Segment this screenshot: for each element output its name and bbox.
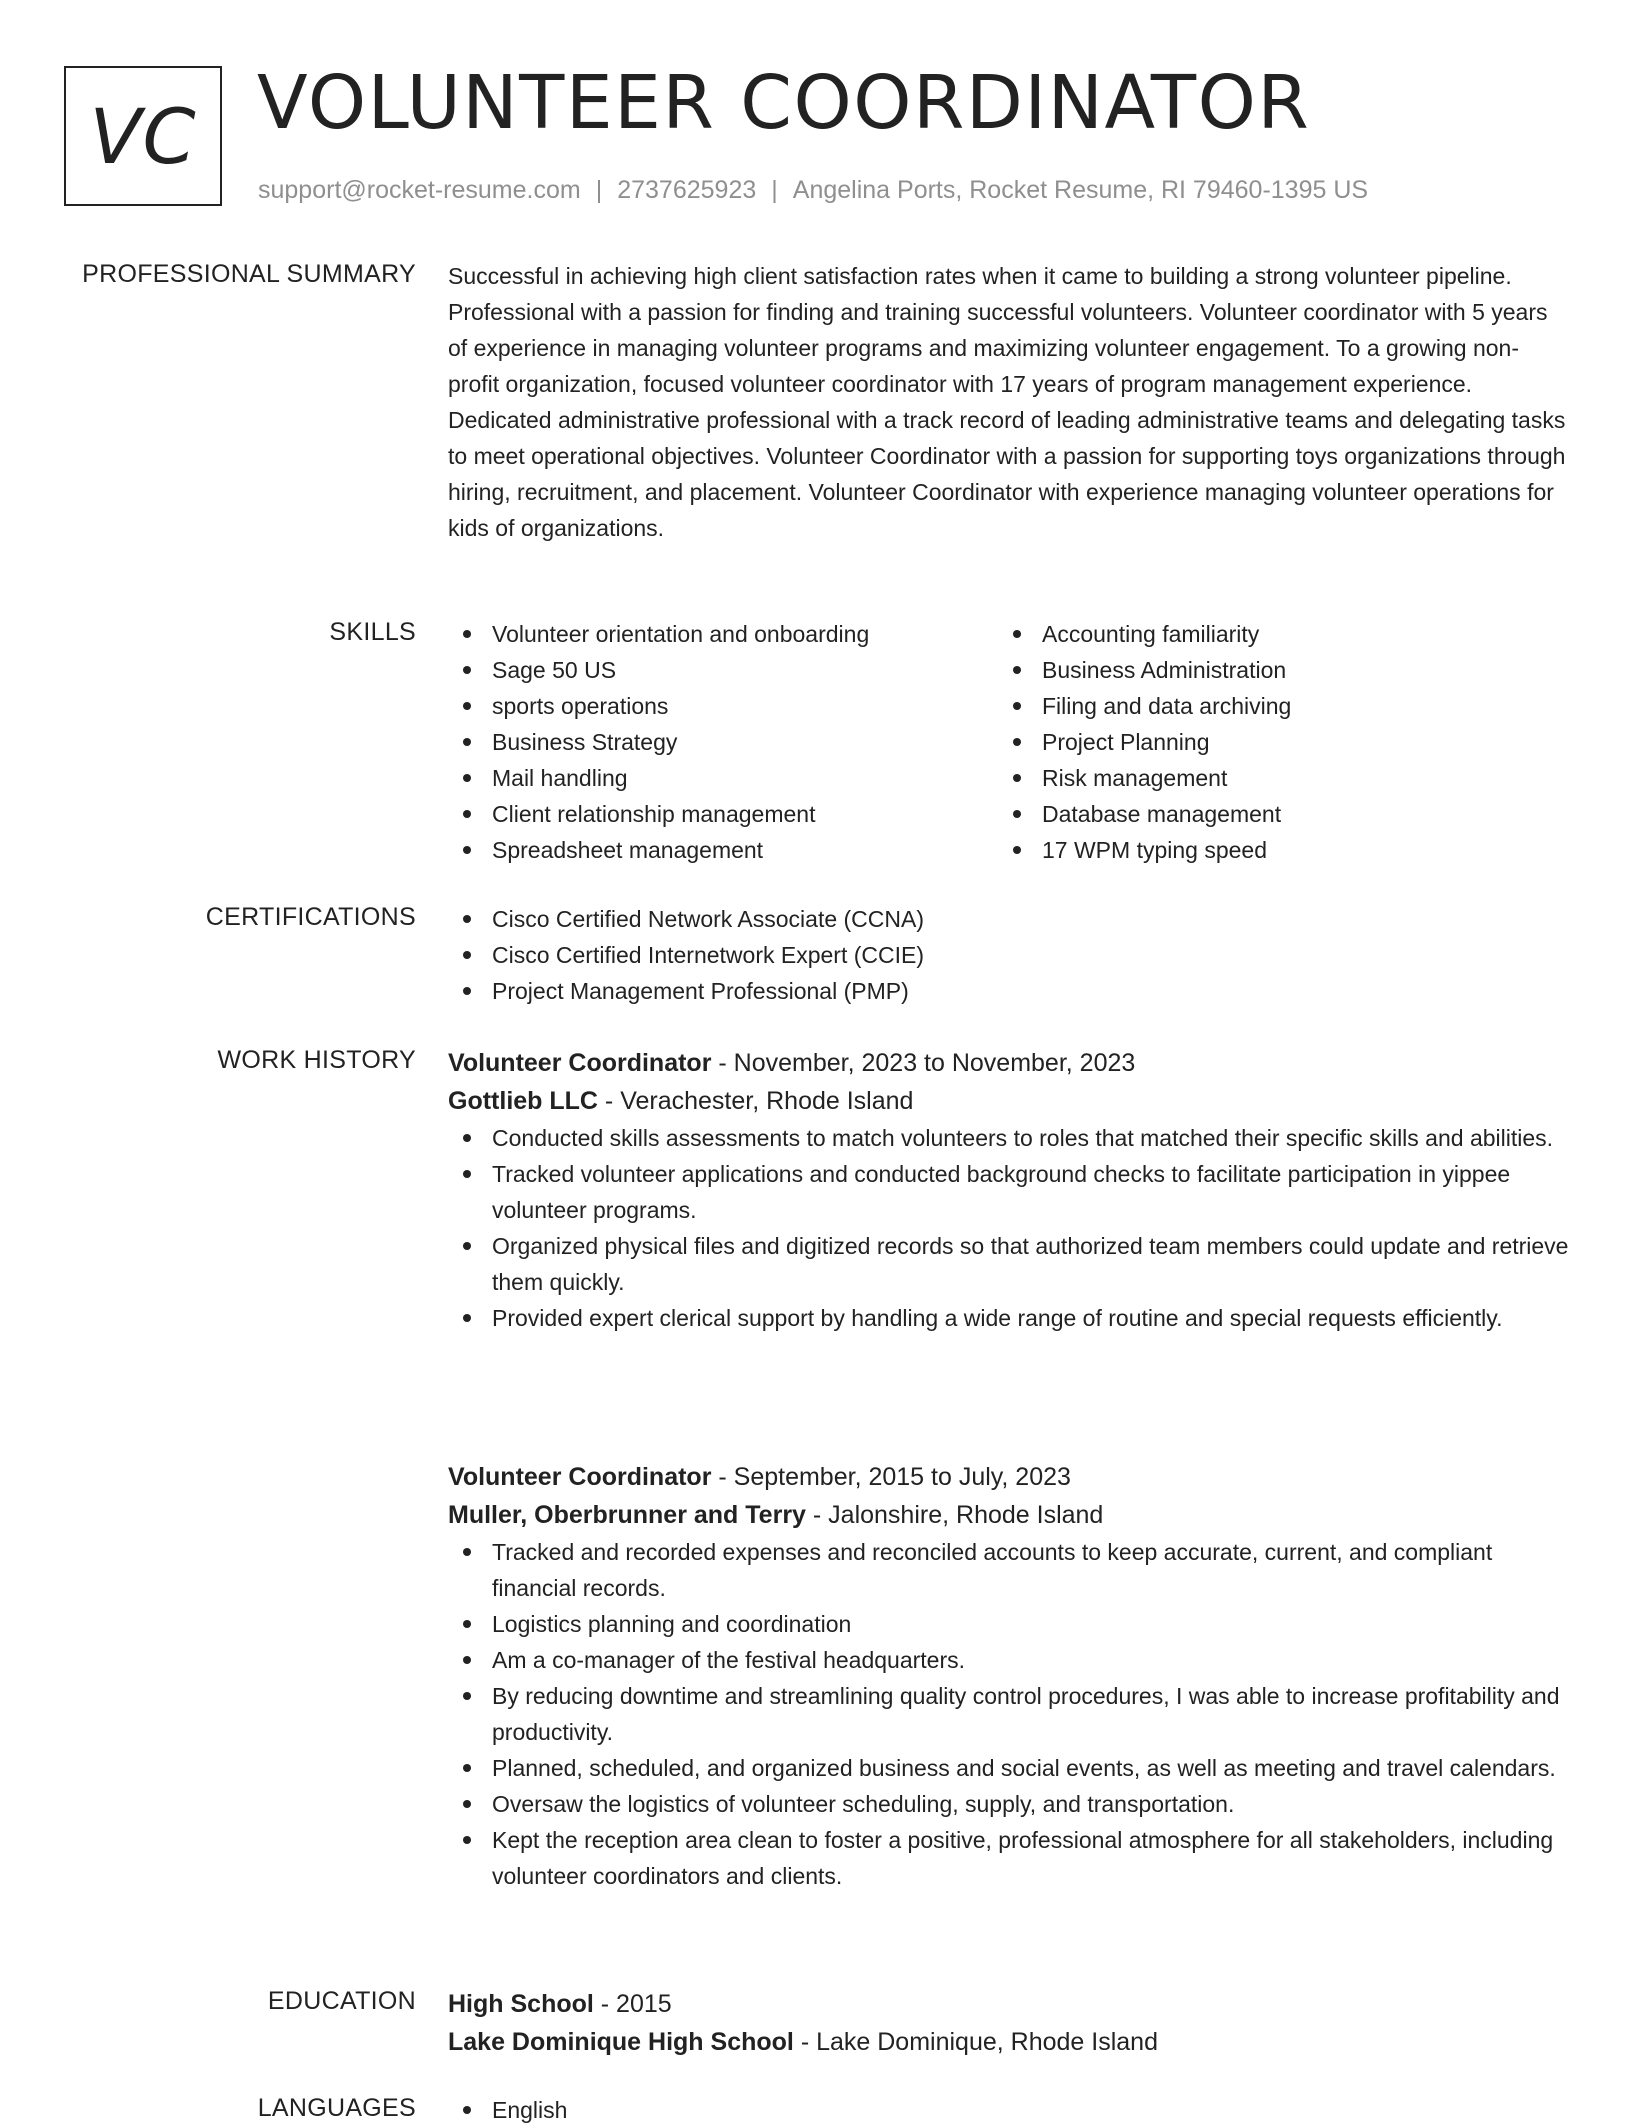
job-bullet: Oversaw the logistics of volunteer scheduling, supply, and transportation. bbox=[448, 1786, 1570, 1822]
candidate-title: VOLUNTEER COORDINATOR bbox=[257, 60, 1311, 146]
job-title: Volunteer Coordinator bbox=[448, 1049, 712, 1077]
job-bullet: By reducing downtime and streamlining quality control procedures, I was able to increase profitability and productivity. bbox=[448, 1678, 1570, 1750]
monogram-text: VC bbox=[89, 91, 197, 181]
skills-list-right bbox=[998, 616, 1548, 868]
job-bullet: Kept the reception area clean to foster a positive, professional atmosphere for all stakeholders, including volunteer coordinators and clients. bbox=[448, 1822, 1570, 1894]
job-company-line bbox=[448, 1082, 1570, 1120]
separator: | bbox=[771, 176, 778, 204]
phone-text: 2737625923 bbox=[617, 176, 757, 204]
languages-list bbox=[448, 2092, 1570, 2128]
job-dates: - September, 2015 to July, 2023 bbox=[711, 1463, 1071, 1491]
education-degree: High School bbox=[448, 1990, 594, 2018]
skill-item: Client relationship management bbox=[448, 796, 998, 832]
language-item: English bbox=[448, 2092, 1570, 2128]
job-bullet: Organized physical files and digitized records so that authorized team members could update and retrieve them quickly. bbox=[448, 1228, 1570, 1300]
job-bullets bbox=[448, 1120, 1570, 1336]
skills-list-left bbox=[448, 616, 998, 868]
education-school: Lake Dominique High School bbox=[448, 2028, 794, 2056]
job-location: - Verachester, Rhode Island bbox=[597, 1087, 914, 1115]
job-bullet: Logistics planning and coordination bbox=[448, 1606, 1570, 1642]
job-entry bbox=[448, 1044, 1570, 1336]
skill-item: Accounting familiarity bbox=[998, 616, 1548, 652]
job-entry bbox=[448, 1458, 1570, 1894]
job-company: Muller, Oberbrunner and Terry bbox=[448, 1501, 806, 1529]
job-location: - Jalonshire, Rhode Island bbox=[805, 1501, 1104, 1529]
job-dates: - November, 2023 to November, 2023 bbox=[711, 1049, 1136, 1077]
education-year: - 2015 bbox=[593, 1990, 672, 2018]
skill-item: sports operations bbox=[448, 688, 998, 724]
skill-item: 17 WPM typing speed bbox=[998, 832, 1548, 868]
skills-label: SKILLS bbox=[329, 618, 416, 646]
skills-grid bbox=[448, 616, 1570, 868]
skill-item: Volunteer orientation and onboarding bbox=[448, 616, 998, 652]
summary-text: Successful in achieving high client satisfaction rates when it came to building a strong volunteer pipeline. Professional with a passion for finding and training successful volunteers. Volunteer coordinator with 5 years of experience in managing volunteer programs and maximizing volunteer engagement. To a growing non-profit organization, focused volunteer coordinator with 17 years of program management experience. Dedicated administrative professional with a track record of leading administrative teams and delegating tasks to meet operational objectives. Volunteer Coordinator with a passion for supporting toys organizations through hiring, recruitment, and placement. Volunteer Coordinator with experience managing volunteer operations for kids of organizations. bbox=[448, 263, 1566, 541]
job-bullet: Planned, scheduled, and organized business and social events, as well as meeting and travel calendars. bbox=[448, 1750, 1570, 1786]
address-text: Angelina Ports, Rocket Resume, RI 79460-1395 US bbox=[792, 176, 1369, 204]
education-degree-line bbox=[448, 1985, 1570, 2023]
certification-item: Cisco Certified Internetwork Expert (CCIE) bbox=[448, 937, 1570, 973]
skill-item: Business Strategy bbox=[448, 724, 998, 760]
email-text: support@rocket-resume.com bbox=[258, 176, 581, 204]
monogram-box bbox=[64, 66, 222, 206]
work-history-label: WORK HISTORY bbox=[217, 1046, 416, 1074]
skill-item: Risk management bbox=[998, 760, 1548, 796]
job-bullet: Conducted skills assessments to match volunteers to roles that matched their specific skills and abilities. bbox=[448, 1120, 1570, 1156]
job-bullet: Am a co-manager of the festival headquarters. bbox=[448, 1642, 1570, 1678]
job-title-line bbox=[448, 1044, 1570, 1082]
job-title: Volunteer Coordinator bbox=[448, 1463, 712, 1491]
skill-item: Spreadsheet management bbox=[448, 832, 998, 868]
skill-item: Business Administration bbox=[998, 652, 1548, 688]
education-location: - Lake Dominique, Rhode Island bbox=[793, 2028, 1158, 2056]
certifications-list bbox=[448, 901, 1570, 1009]
skill-item: Sage 50 US bbox=[448, 652, 998, 688]
contact-line bbox=[258, 174, 1368, 206]
job-bullet: Provided expert clerical support by handling a wide range of routine and special requests efficiently. bbox=[448, 1300, 1570, 1336]
job-company: Gottlieb LLC bbox=[448, 1087, 598, 1115]
skill-item: Database management bbox=[998, 796, 1548, 832]
job-bullet: Tracked and recorded expenses and reconciled accounts to keep accurate, current, and compliant financial records. bbox=[448, 1534, 1570, 1606]
job-title-line bbox=[448, 1458, 1570, 1496]
summary-label: PROFESSIONAL SUMMARY bbox=[82, 260, 416, 288]
job-bullets bbox=[448, 1534, 1570, 1894]
job-bullet: Tracked volunteer applications and conducted background checks to facilitate participation in yippee volunteer programs. bbox=[448, 1156, 1570, 1228]
skill-item: Project Planning bbox=[998, 724, 1548, 760]
education-label: EDUCATION bbox=[267, 1987, 416, 2015]
certifications-label: CERTIFICATIONS bbox=[205, 903, 416, 931]
job-company-line bbox=[448, 1496, 1570, 1534]
languages-label: LANGUAGES bbox=[257, 2094, 416, 2122]
skill-item: Mail handling bbox=[448, 760, 998, 796]
separator: | bbox=[595, 176, 603, 204]
certification-item: Cisco Certified Network Associate (CCNA) bbox=[448, 901, 1570, 937]
education-school-line bbox=[448, 2023, 1570, 2061]
certification-item: Project Management Professional (PMP) bbox=[448, 973, 1570, 1009]
skill-item: Filing and data archiving bbox=[998, 688, 1548, 724]
